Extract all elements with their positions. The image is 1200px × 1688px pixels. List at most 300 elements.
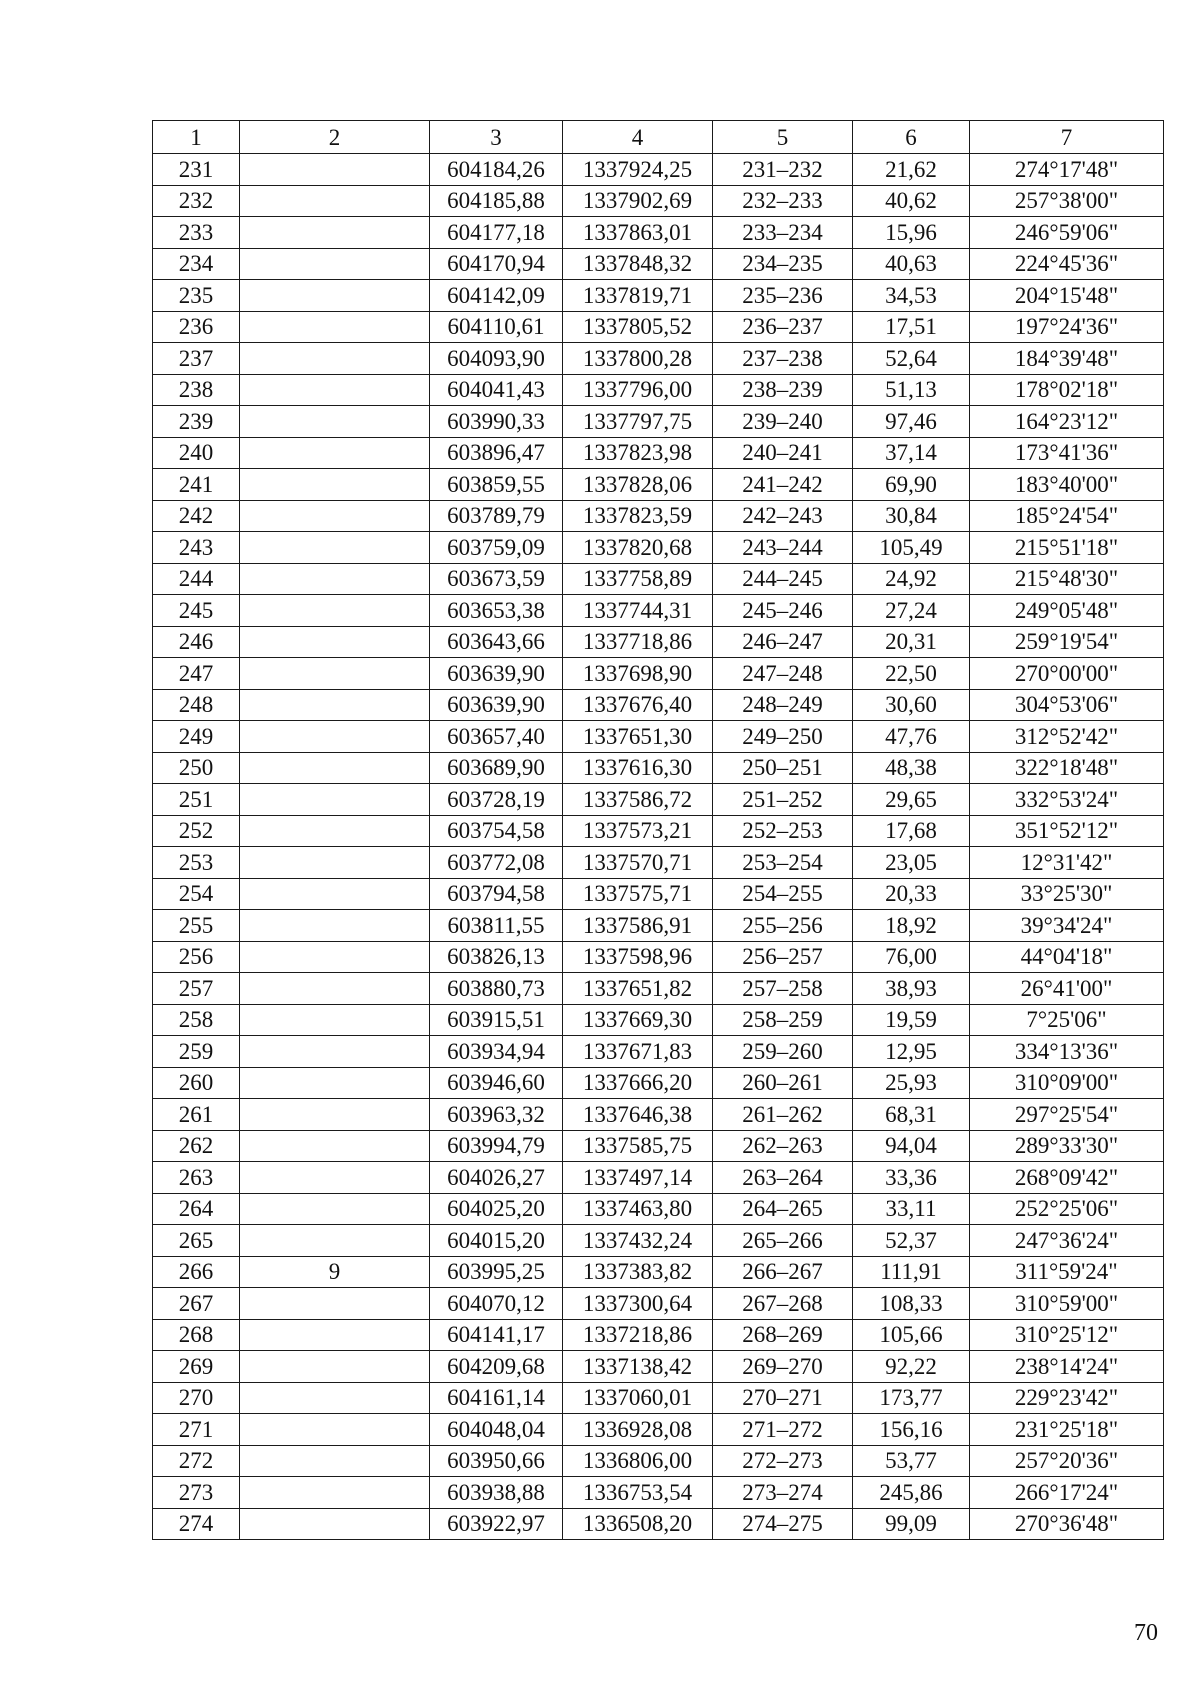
bearing-cell: 322°18'48" bbox=[970, 752, 1164, 784]
table-row bbox=[153, 374, 1164, 406]
coordinate-x-cell: 603859,55 bbox=[430, 469, 563, 501]
coordinate-y-cell: 1337828,06 bbox=[563, 469, 713, 501]
parcel-number-cell bbox=[240, 1099, 430, 1131]
coordinate-y-cell: 1337758,89 bbox=[563, 563, 713, 595]
point-number-cell: 251 bbox=[153, 784, 240, 816]
coordinate-y-cell: 1337300,64 bbox=[563, 1288, 713, 1320]
table-header-row bbox=[153, 121, 1164, 154]
length-cell: 27,24 bbox=[853, 595, 970, 627]
point-number-cell: 255 bbox=[153, 910, 240, 942]
table-row bbox=[153, 1288, 1164, 1320]
point-number-cell: 254 bbox=[153, 878, 240, 910]
coordinate-y-cell: 1336753,54 bbox=[563, 1477, 713, 1509]
parcel-number-cell bbox=[240, 752, 430, 784]
segment-cell: 265–266 bbox=[713, 1225, 853, 1257]
column-header-2: 2 bbox=[240, 121, 430, 154]
bearing-cell: 238°14'24" bbox=[970, 1351, 1164, 1383]
segment-cell: 274–275 bbox=[713, 1508, 853, 1540]
table-row bbox=[153, 500, 1164, 532]
table-row bbox=[153, 595, 1164, 627]
length-cell: 20,33 bbox=[853, 878, 970, 910]
parcel-number-cell bbox=[240, 1004, 430, 1036]
segment-cell: 273–274 bbox=[713, 1477, 853, 1509]
table-row bbox=[153, 406, 1164, 438]
coordinate-x-cell: 603689,90 bbox=[430, 752, 563, 784]
coordinate-y-cell: 1337669,30 bbox=[563, 1004, 713, 1036]
column-header-7: 7 bbox=[970, 121, 1164, 154]
coordinate-x-cell: 603728,19 bbox=[430, 784, 563, 816]
coordinate-y-cell: 1337796,00 bbox=[563, 374, 713, 406]
coordinate-y-cell: 1337671,83 bbox=[563, 1036, 713, 1068]
parcel-number-cell bbox=[240, 721, 430, 753]
point-number-cell: 235 bbox=[153, 280, 240, 312]
parcel-number-cell bbox=[240, 1508, 430, 1540]
point-number-cell: 241 bbox=[153, 469, 240, 501]
coordinate-y-cell: 1337698,90 bbox=[563, 658, 713, 690]
coordinate-x-cell: 603915,51 bbox=[430, 1004, 563, 1036]
segment-cell: 237–238 bbox=[713, 343, 853, 375]
length-cell: 94,04 bbox=[853, 1130, 970, 1162]
table-row bbox=[153, 1256, 1164, 1288]
length-cell: 53,77 bbox=[853, 1445, 970, 1477]
length-cell: 20,31 bbox=[853, 626, 970, 658]
bearing-cell: 204°15'48" bbox=[970, 280, 1164, 312]
point-number-cell: 267 bbox=[153, 1288, 240, 1320]
segment-cell: 236–237 bbox=[713, 311, 853, 343]
segment-cell: 262–263 bbox=[713, 1130, 853, 1162]
coordinate-x-cell: 603811,55 bbox=[430, 910, 563, 942]
coordinate-x-cell: 603759,09 bbox=[430, 532, 563, 564]
coordinate-y-cell: 1337497,14 bbox=[563, 1162, 713, 1194]
bearing-cell: 270°36'48" bbox=[970, 1508, 1164, 1540]
parcel-number-cell bbox=[240, 1414, 430, 1446]
table-row bbox=[153, 1225, 1164, 1257]
coordinate-x-cell: 604161,14 bbox=[430, 1382, 563, 1414]
segment-cell: 264–265 bbox=[713, 1193, 853, 1225]
table-row bbox=[153, 1130, 1164, 1162]
table-row bbox=[153, 532, 1164, 564]
point-number-cell: 238 bbox=[153, 374, 240, 406]
coordinate-x-cell: 603794,58 bbox=[430, 878, 563, 910]
point-number-cell: 260 bbox=[153, 1067, 240, 1099]
parcel-number-cell bbox=[240, 689, 430, 721]
segment-cell: 239–240 bbox=[713, 406, 853, 438]
segment-cell: 250–251 bbox=[713, 752, 853, 784]
segment-cell: 232–233 bbox=[713, 185, 853, 217]
coordinate-x-cell: 603653,38 bbox=[430, 595, 563, 627]
point-number-cell: 231 bbox=[153, 154, 240, 186]
bearing-cell: 310°09'00" bbox=[970, 1067, 1164, 1099]
parcel-number-cell bbox=[240, 815, 430, 847]
segment-cell: 233–234 bbox=[713, 217, 853, 249]
coordinate-y-cell: 1337570,71 bbox=[563, 847, 713, 879]
length-cell: 37,14 bbox=[853, 437, 970, 469]
table-row bbox=[153, 1193, 1164, 1225]
table-row bbox=[153, 1319, 1164, 1351]
table-row bbox=[153, 689, 1164, 721]
table-row bbox=[153, 1445, 1164, 1477]
point-number-cell: 264 bbox=[153, 1193, 240, 1225]
table-body bbox=[153, 154, 1164, 1540]
parcel-number-cell bbox=[240, 1288, 430, 1320]
segment-cell: 242–243 bbox=[713, 500, 853, 532]
coordinate-x-cell: 604209,68 bbox=[430, 1351, 563, 1383]
length-cell: 52,64 bbox=[853, 343, 970, 375]
segment-cell: 255–256 bbox=[713, 910, 853, 942]
bearing-cell: 270°00'00" bbox=[970, 658, 1164, 690]
parcel-number-cell bbox=[240, 311, 430, 343]
length-cell: 12,95 bbox=[853, 1036, 970, 1068]
table-row bbox=[153, 280, 1164, 312]
parcel-number-cell bbox=[240, 500, 430, 532]
parcel-number-cell bbox=[240, 248, 430, 280]
coordinate-x-cell: 603639,90 bbox=[430, 689, 563, 721]
coordinate-x-cell: 604142,09 bbox=[430, 280, 563, 312]
segment-cell: 258–259 bbox=[713, 1004, 853, 1036]
parcel-number-cell bbox=[240, 941, 430, 973]
bearing-cell: 229°23'42" bbox=[970, 1382, 1164, 1414]
length-cell: 23,05 bbox=[853, 847, 970, 879]
coordinate-y-cell: 1337646,38 bbox=[563, 1099, 713, 1131]
parcel-number-cell bbox=[240, 973, 430, 1005]
point-number-cell: 240 bbox=[153, 437, 240, 469]
table-row bbox=[153, 1477, 1164, 1509]
point-number-cell: 236 bbox=[153, 311, 240, 343]
table-row bbox=[153, 784, 1164, 816]
point-number-cell: 273 bbox=[153, 1477, 240, 1509]
coordinate-y-cell: 1337586,91 bbox=[563, 910, 713, 942]
segment-cell: 251–252 bbox=[713, 784, 853, 816]
bearing-cell: 39°34'24" bbox=[970, 910, 1164, 942]
point-number-cell: 261 bbox=[153, 1099, 240, 1131]
segment-cell: 269–270 bbox=[713, 1351, 853, 1383]
column-header-4: 4 bbox=[563, 121, 713, 154]
coordinates-table bbox=[152, 120, 1164, 1540]
point-number-cell: 233 bbox=[153, 217, 240, 249]
table-row bbox=[153, 847, 1164, 879]
parcel-number-cell bbox=[240, 595, 430, 627]
coordinate-y-cell: 1337676,40 bbox=[563, 689, 713, 721]
bearing-cell: 44°04'18" bbox=[970, 941, 1164, 973]
length-cell: 92,22 bbox=[853, 1351, 970, 1383]
parcel-number-cell bbox=[240, 1162, 430, 1194]
coordinate-y-cell: 1337573,21 bbox=[563, 815, 713, 847]
table-row bbox=[153, 1382, 1164, 1414]
length-cell: 173,77 bbox=[853, 1382, 970, 1414]
coordinate-x-cell: 604185,88 bbox=[430, 185, 563, 217]
segment-cell: 231–232 bbox=[713, 154, 853, 186]
point-number-cell: 266 bbox=[153, 1256, 240, 1288]
point-number-cell: 234 bbox=[153, 248, 240, 280]
coordinate-y-cell: 1337823,59 bbox=[563, 500, 713, 532]
coordinate-x-cell: 604025,20 bbox=[430, 1193, 563, 1225]
bearing-cell: 178°02'18" bbox=[970, 374, 1164, 406]
table-row bbox=[153, 563, 1164, 595]
parcel-number-cell bbox=[240, 658, 430, 690]
coordinate-x-cell: 603938,88 bbox=[430, 1477, 563, 1509]
coordinate-x-cell: 603896,47 bbox=[430, 437, 563, 469]
point-number-cell: 246 bbox=[153, 626, 240, 658]
bearing-cell: 183°40'00" bbox=[970, 469, 1164, 501]
length-cell: 40,62 bbox=[853, 185, 970, 217]
coordinate-x-cell: 603880,73 bbox=[430, 973, 563, 1005]
coordinate-x-cell: 604141,17 bbox=[430, 1319, 563, 1351]
table-row bbox=[153, 658, 1164, 690]
coordinate-x-cell: 604177,18 bbox=[430, 217, 563, 249]
coordinate-x-cell: 603994,79 bbox=[430, 1130, 563, 1162]
length-cell: 105,66 bbox=[853, 1319, 970, 1351]
point-number-cell: 250 bbox=[153, 752, 240, 784]
coordinate-y-cell: 1337463,80 bbox=[563, 1193, 713, 1225]
point-number-cell: 253 bbox=[153, 847, 240, 879]
point-number-cell: 265 bbox=[153, 1225, 240, 1257]
parcel-number-cell bbox=[240, 1193, 430, 1225]
table-row bbox=[153, 154, 1164, 186]
point-number-cell: 274 bbox=[153, 1508, 240, 1540]
segment-cell: 240–241 bbox=[713, 437, 853, 469]
table-row bbox=[153, 1099, 1164, 1131]
coordinate-y-cell: 1337432,24 bbox=[563, 1225, 713, 1257]
bearing-cell: 274°17'48" bbox=[970, 154, 1164, 186]
coordinate-y-cell: 1336928,08 bbox=[563, 1414, 713, 1446]
segment-cell: 260–261 bbox=[713, 1067, 853, 1099]
segment-cell: 261–262 bbox=[713, 1099, 853, 1131]
parcel-number-cell bbox=[240, 343, 430, 375]
length-cell: 111,91 bbox=[853, 1256, 970, 1288]
coordinate-x-cell: 604093,90 bbox=[430, 343, 563, 375]
segment-cell: 266–267 bbox=[713, 1256, 853, 1288]
coordinate-y-cell: 1337598,96 bbox=[563, 941, 713, 973]
point-number-cell: 247 bbox=[153, 658, 240, 690]
length-cell: 22,50 bbox=[853, 658, 970, 690]
table-row bbox=[153, 941, 1164, 973]
segment-cell: 259–260 bbox=[713, 1036, 853, 1068]
bearing-cell: 246°59'06" bbox=[970, 217, 1164, 249]
length-cell: 17,68 bbox=[853, 815, 970, 847]
point-number-cell: 243 bbox=[153, 532, 240, 564]
table-row bbox=[153, 217, 1164, 249]
parcel-number-cell bbox=[240, 1445, 430, 1477]
coordinate-y-cell: 1337805,52 bbox=[563, 311, 713, 343]
table-row bbox=[153, 721, 1164, 753]
parcel-number-cell bbox=[240, 1477, 430, 1509]
coordinate-y-cell: 1336508,20 bbox=[563, 1508, 713, 1540]
coordinate-y-cell: 1337138,42 bbox=[563, 1351, 713, 1383]
coordinate-y-cell: 1336806,00 bbox=[563, 1445, 713, 1477]
segment-cell: 253–254 bbox=[713, 847, 853, 879]
segment-cell: 270–271 bbox=[713, 1382, 853, 1414]
bearing-cell: 311°59'24" bbox=[970, 1256, 1164, 1288]
segment-cell: 248–249 bbox=[713, 689, 853, 721]
bearing-cell: 257°20'36" bbox=[970, 1445, 1164, 1477]
length-cell: 15,96 bbox=[853, 217, 970, 249]
length-cell: 17,51 bbox=[853, 311, 970, 343]
coordinate-x-cell: 603934,94 bbox=[430, 1036, 563, 1068]
coordinate-y-cell: 1337924,25 bbox=[563, 154, 713, 186]
coordinate-x-cell: 604184,26 bbox=[430, 154, 563, 186]
parcel-number-cell bbox=[240, 626, 430, 658]
coordinate-x-cell: 603995,25 bbox=[430, 1256, 563, 1288]
coordinate-x-cell: 603643,66 bbox=[430, 626, 563, 658]
length-cell: 34,53 bbox=[853, 280, 970, 312]
length-cell: 48,38 bbox=[853, 752, 970, 784]
coordinate-y-cell: 1337902,69 bbox=[563, 185, 713, 217]
coordinate-x-cell: 603789,79 bbox=[430, 500, 563, 532]
parcel-number-cell bbox=[240, 910, 430, 942]
parcel-number-cell bbox=[240, 469, 430, 501]
coordinate-x-cell: 603950,66 bbox=[430, 1445, 563, 1477]
segment-cell: 272–273 bbox=[713, 1445, 853, 1477]
coordinate-y-cell: 1337823,98 bbox=[563, 437, 713, 469]
bearing-cell: 252°25'06" bbox=[970, 1193, 1164, 1225]
coordinate-y-cell: 1337575,71 bbox=[563, 878, 713, 910]
coordinate-x-cell: 604070,12 bbox=[430, 1288, 563, 1320]
parcel-number-cell bbox=[240, 532, 430, 564]
length-cell: 47,76 bbox=[853, 721, 970, 753]
bearing-cell: 268°09'42" bbox=[970, 1162, 1164, 1194]
parcel-number-cell bbox=[240, 847, 430, 879]
length-cell: 30,60 bbox=[853, 689, 970, 721]
parcel-number-cell bbox=[240, 374, 430, 406]
segment-cell: 235–236 bbox=[713, 280, 853, 312]
bearing-cell: 7°25'06" bbox=[970, 1004, 1164, 1036]
coordinate-x-cell: 603826,13 bbox=[430, 941, 563, 973]
length-cell: 245,86 bbox=[853, 1477, 970, 1509]
coordinate-x-cell: 603673,59 bbox=[430, 563, 563, 595]
parcel-number-cell bbox=[240, 1382, 430, 1414]
segment-cell: 254–255 bbox=[713, 878, 853, 910]
table-row bbox=[153, 343, 1164, 375]
length-cell: 51,13 bbox=[853, 374, 970, 406]
bearing-cell: 26°41'00" bbox=[970, 973, 1164, 1005]
coordinate-y-cell: 1337800,28 bbox=[563, 343, 713, 375]
coordinate-x-cell: 603639,90 bbox=[430, 658, 563, 690]
coordinate-y-cell: 1337383,82 bbox=[563, 1256, 713, 1288]
table-row bbox=[153, 469, 1164, 501]
parcel-number-cell bbox=[240, 1067, 430, 1099]
coordinate-y-cell: 1337585,75 bbox=[563, 1130, 713, 1162]
bearing-cell: 257°38'00" bbox=[970, 185, 1164, 217]
point-number-cell: 237 bbox=[153, 343, 240, 375]
bearing-cell: 215°51'18" bbox=[970, 532, 1164, 564]
coordinate-x-cell: 603990,33 bbox=[430, 406, 563, 438]
point-number-cell: 232 bbox=[153, 185, 240, 217]
length-cell: 18,92 bbox=[853, 910, 970, 942]
coordinate-x-cell: 604015,20 bbox=[430, 1225, 563, 1257]
table-row bbox=[153, 815, 1164, 847]
bearing-cell: 173°41'36" bbox=[970, 437, 1164, 469]
parcel-number-cell bbox=[240, 280, 430, 312]
bearing-cell: 164°23'12" bbox=[970, 406, 1164, 438]
coordinate-x-cell: 603754,58 bbox=[430, 815, 563, 847]
coordinate-x-cell: 604110,61 bbox=[430, 311, 563, 343]
point-number-cell: 245 bbox=[153, 595, 240, 627]
segment-cell: 247–248 bbox=[713, 658, 853, 690]
table-row bbox=[153, 910, 1164, 942]
length-cell: 33,11 bbox=[853, 1193, 970, 1225]
parcel-number-cell bbox=[240, 1225, 430, 1257]
bearing-cell: 247°36'24" bbox=[970, 1225, 1164, 1257]
coordinate-y-cell: 1337666,20 bbox=[563, 1067, 713, 1099]
point-number-cell: 269 bbox=[153, 1351, 240, 1383]
coordinate-y-cell: 1337863,01 bbox=[563, 217, 713, 249]
segment-cell: 245–246 bbox=[713, 595, 853, 627]
coordinate-y-cell: 1337651,82 bbox=[563, 973, 713, 1005]
table-row bbox=[153, 1351, 1164, 1383]
table-row bbox=[153, 752, 1164, 784]
table-row bbox=[153, 626, 1164, 658]
parcel-number-cell bbox=[240, 784, 430, 816]
table-row bbox=[153, 248, 1164, 280]
coordinate-y-cell: 1337218,86 bbox=[563, 1319, 713, 1351]
parcel-number-cell bbox=[240, 1036, 430, 1068]
bearing-cell: 197°24'36" bbox=[970, 311, 1164, 343]
coordinate-y-cell: 1337718,86 bbox=[563, 626, 713, 658]
parcel-number-cell bbox=[240, 1319, 430, 1351]
column-header-3: 3 bbox=[430, 121, 563, 154]
point-number-cell: 257 bbox=[153, 973, 240, 1005]
point-number-cell: 252 bbox=[153, 815, 240, 847]
coordinate-x-cell: 604048,04 bbox=[430, 1414, 563, 1446]
coordinate-y-cell: 1337848,32 bbox=[563, 248, 713, 280]
parcel-number-cell bbox=[240, 563, 430, 595]
length-cell: 24,92 bbox=[853, 563, 970, 595]
segment-cell: 241–242 bbox=[713, 469, 853, 501]
parcel-number-cell: 9 bbox=[240, 1256, 430, 1288]
bearing-cell: 33°25'30" bbox=[970, 878, 1164, 910]
length-cell: 30,84 bbox=[853, 500, 970, 532]
point-number-cell: 271 bbox=[153, 1414, 240, 1446]
coordinate-y-cell: 1337744,31 bbox=[563, 595, 713, 627]
segment-cell: 249–250 bbox=[713, 721, 853, 753]
point-number-cell: 244 bbox=[153, 563, 240, 595]
table-row bbox=[153, 311, 1164, 343]
length-cell: 156,16 bbox=[853, 1414, 970, 1446]
length-cell: 97,46 bbox=[853, 406, 970, 438]
table-row bbox=[153, 1414, 1164, 1446]
table-row bbox=[153, 973, 1164, 1005]
length-cell: 52,37 bbox=[853, 1225, 970, 1257]
length-cell: 25,93 bbox=[853, 1067, 970, 1099]
length-cell: 99,09 bbox=[853, 1508, 970, 1540]
segment-cell: 263–264 bbox=[713, 1162, 853, 1194]
bearing-cell: 310°59'00" bbox=[970, 1288, 1164, 1320]
bearing-cell: 310°25'12" bbox=[970, 1319, 1164, 1351]
bearing-cell: 297°25'54" bbox=[970, 1099, 1164, 1131]
segment-cell: 238–239 bbox=[713, 374, 853, 406]
coordinate-y-cell: 1337820,68 bbox=[563, 532, 713, 564]
bearing-cell: 185°24'54" bbox=[970, 500, 1164, 532]
bearing-cell: 332°53'24" bbox=[970, 784, 1164, 816]
length-cell: 76,00 bbox=[853, 941, 970, 973]
coordinate-x-cell: 604041,43 bbox=[430, 374, 563, 406]
segment-cell: 256–257 bbox=[713, 941, 853, 973]
parcel-number-cell bbox=[240, 1351, 430, 1383]
column-header-5: 5 bbox=[713, 121, 853, 154]
parcel-number-cell bbox=[240, 878, 430, 910]
segment-cell: 257–258 bbox=[713, 973, 853, 1005]
coordinate-y-cell: 1337060,01 bbox=[563, 1382, 713, 1414]
bearing-cell: 334°13'36" bbox=[970, 1036, 1164, 1068]
table-row bbox=[153, 1004, 1164, 1036]
bearing-cell: 249°05'48" bbox=[970, 595, 1164, 627]
segment-cell: 246–247 bbox=[713, 626, 853, 658]
coordinate-x-cell: 603963,32 bbox=[430, 1099, 563, 1131]
length-cell: 33,36 bbox=[853, 1162, 970, 1194]
coordinate-y-cell: 1337586,72 bbox=[563, 784, 713, 816]
segment-cell: 243–244 bbox=[713, 532, 853, 564]
table-row bbox=[153, 437, 1164, 469]
